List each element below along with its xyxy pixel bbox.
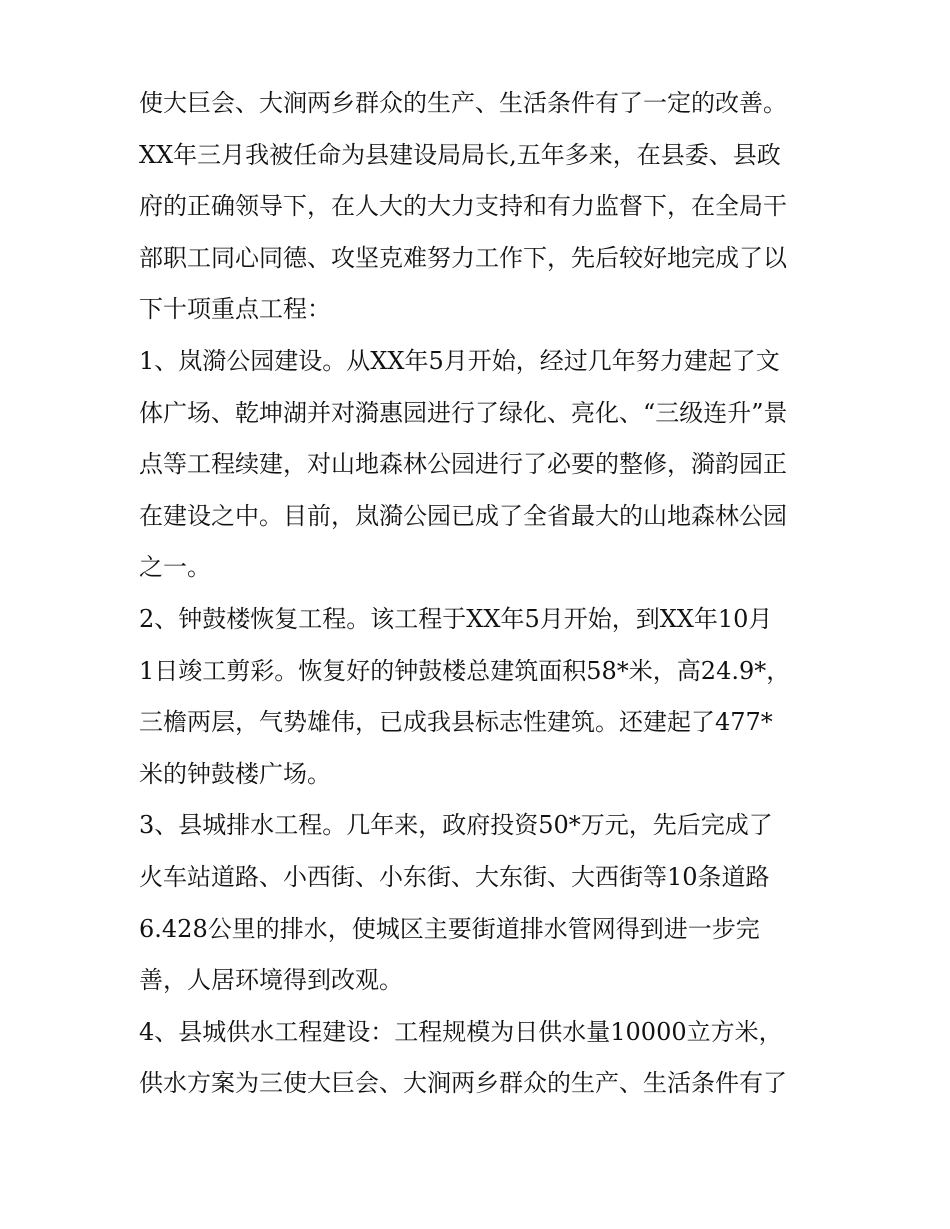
text-line: 点等工程续建，对山地森林公园进行了必要的整修，漪韵园正 — [139, 450, 787, 479]
text-line: 米的钟鼓楼广场。 — [139, 759, 331, 788]
text-line: 2、钟鼓楼恢复工程。该工程于XX年5月开始，到XX年10月 — [139, 604, 773, 633]
text-line: 之一。 — [139, 553, 211, 582]
text-line: 部职工同心同德、攻坚克难努力工作下，先后较好地完成了以 — [139, 243, 787, 272]
text-line: 下十项重点工程： — [139, 295, 331, 324]
text-line: 3、县城排水工程。几年来，政府投资50*万元，先后完成了 — [139, 811, 773, 840]
text-line: 供水方案为三使大巨会、大涧两乡群众的生产、生活条件有了 — [139, 1069, 787, 1098]
text-line: 善，人居环境得到改观。 — [139, 966, 403, 995]
text-line: 三檐两层，气势雄伟，已成我县标志性建筑。还建起了477* — [139, 708, 773, 737]
body-text — [139, 78, 819, 1110]
text-line: 府的正确领导下，在人大的大力支持和有力监督下，在全局干 — [139, 192, 787, 221]
text-line: 体广场、乾坤湖并对漪惠园进行了绿化、亮化、“三级连升”景 — [139, 398, 788, 427]
text-line: 使大巨会、大涧两乡群众的生产、生活条件有了一定的改善。 — [139, 89, 787, 117]
text-line: 在建设之中。目前，岚漪公园已成了全省最大的山地森林公园 — [139, 501, 787, 530]
text-line: 火车站道路、小西街、小东街、大东街、大西街等10条道路 — [139, 862, 770, 891]
text-line: 1日竣工剪彩。恢复好的钟鼓楼总建筑面积58*米，高24.9*， — [139, 656, 791, 685]
text-line: 1、岚漪公园建设。从XX年5月开始，经过几年努力建起了文 — [139, 346, 780, 375]
text-line: 6.428公里的排水，使城区主要街道排水管网得到进一步完 — [139, 914, 760, 943]
text-line: 4、县城供水工程建设：工程规模为日供水量10000立方米， — [139, 1017, 783, 1046]
text-line: XX年三月我被任命为县建设局局长,五年多来，在县委、县政 — [139, 140, 781, 169]
